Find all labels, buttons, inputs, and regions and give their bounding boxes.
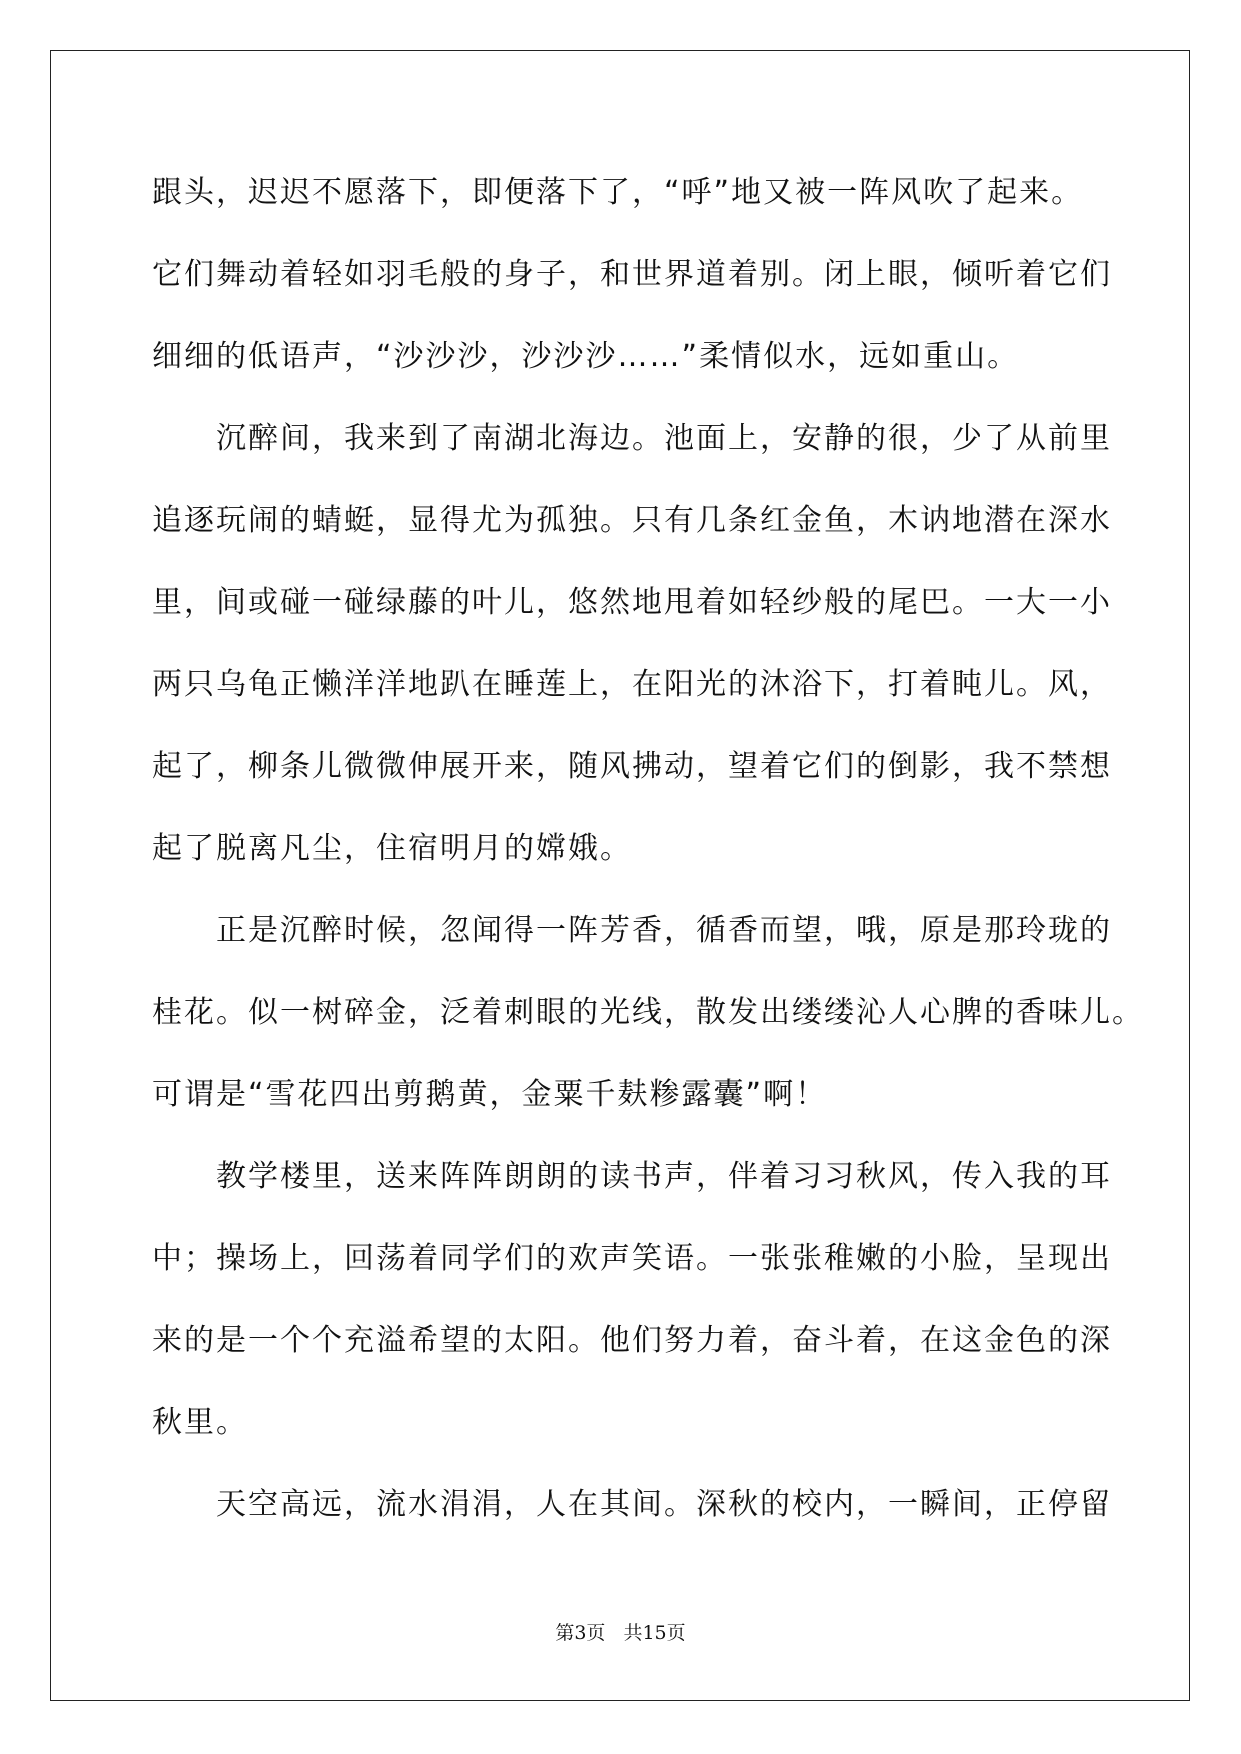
text-line: 来的是一个个充溢希望的太阳。他们努力着，奋斗着，在这金色的深 xyxy=(152,1323,1112,1358)
text-line: 可谓是“雪花四出剪鹅黄，金粟千麸糁露囊”啊！ xyxy=(152,1077,828,1112)
text-line: 追逐玩闹的蜻蜓，显得尤为孤独。只有几条红金鱼，木讷地潜在深水 xyxy=(152,503,1112,538)
text-line: 桂花。似一树碎金，泛着刺眼的光线，散发出缕缕沁人心脾的香味儿。 xyxy=(152,995,1144,1030)
page-number: 第3页 xyxy=(555,1622,606,1644)
text-line: 两只乌龟正懒洋洋地趴在睡莲上，在阳光的沐浴下，打着盹儿。风， xyxy=(152,667,1112,702)
paragraph-start: 天空高远，流水涓涓，人在其间。深秋的校内，一瞬间，正停留 xyxy=(216,1487,1112,1522)
text-line: 里，间或碰一碰绿藤的叶儿，悠然地甩着如轻纱般的尾巴。一大一小 xyxy=(152,585,1112,620)
text-line: 中；操场上，回荡着同学们的欢声笑语。一张张稚嫩的小脸，呈现出 xyxy=(152,1241,1112,1276)
text-line: 跟头，迟迟不愿落下，即便落下了，“呼”地又被一阵风吹了起来。 xyxy=(152,175,1084,210)
text-line: 秋里。 xyxy=(152,1405,248,1440)
text-line: 起了脱离凡尘，住宿明月的嫦娥。 xyxy=(152,831,632,866)
page-footer xyxy=(0,1618,1241,1645)
text-line: 它们舞动着轻如羽毛般的身子，和世界道着别。闭上眼，倾听着它们 xyxy=(152,257,1112,292)
page-total: 共15页 xyxy=(623,1622,686,1644)
document-body xyxy=(152,152,1144,1546)
paragraph-start: 正是沉醉时候，忽闻得一阵芳香，循香而望，哦，原是那玲珑的 xyxy=(216,913,1112,948)
text-line: 起了，柳条儿微微伸展开来，随风拂动，望着它们的倒影，我不禁想 xyxy=(152,749,1112,784)
paragraph-start: 教学楼里，送来阵阵朗朗的读书声，伴着习习秋风，传入我的耳 xyxy=(216,1159,1112,1194)
text-line: 细细的低语声，“沙沙沙，沙沙沙……”柔情似水，远如重山。 xyxy=(152,339,1020,374)
paragraph-start: 沉醉间，我来到了南湖北海边。池面上，安静的很，少了从前里 xyxy=(216,421,1112,456)
